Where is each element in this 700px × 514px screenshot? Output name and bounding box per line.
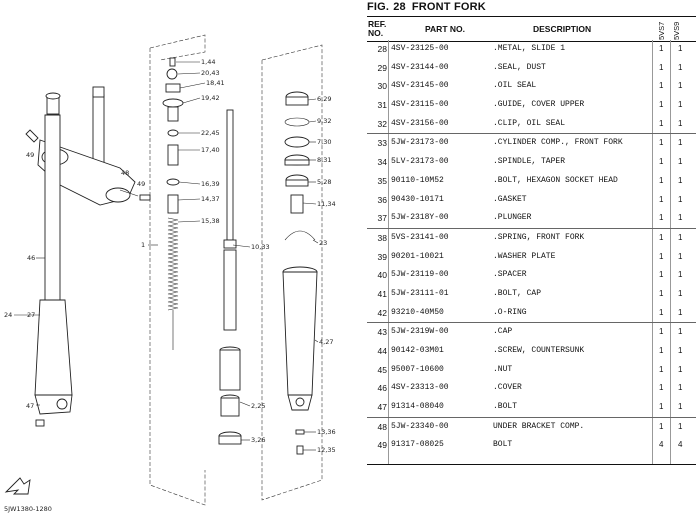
- callout-1-44: 1,44: [201, 58, 216, 66]
- ref-cell: 37: [377, 213, 387, 224]
- callout-49-left: 49: [26, 151, 35, 159]
- callout-9-32: 9,32: [317, 117, 332, 125]
- ref-cell: 34: [377, 157, 387, 168]
- qty-model-2-cell: 1: [678, 327, 683, 337]
- table-header: [367, 16, 696, 42]
- callout-22-45: 22,45: [201, 129, 220, 137]
- ref-cell: 40: [377, 270, 387, 281]
- parts-rows: [367, 40, 696, 455]
- part-no-cell: 5JW-23173-00: [391, 138, 449, 148]
- part-no-cell: 91317-08025: [391, 440, 444, 450]
- description-cell: UNDER BRACKET COMP.: [493, 421, 585, 431]
- callout-1: 1: [141, 241, 146, 249]
- table-row: [367, 191, 696, 210]
- qty-model-1-cell: 1: [659, 118, 664, 128]
- qty-model-1-cell: 4: [659, 440, 664, 450]
- qty-model-1-cell: 1: [659, 402, 664, 412]
- ref-cell: 31: [377, 100, 387, 111]
- qty-model-2-cell: 1: [678, 62, 683, 72]
- table-row: [367, 266, 696, 285]
- qty-model-2-cell: 1: [678, 194, 683, 204]
- callout-17-40: 17,40: [201, 146, 220, 154]
- description-cell: .OIL SEAL: [493, 81, 537, 91]
- description-cell: .CAP: [493, 327, 513, 337]
- header-ref-no: REF. NO.: [368, 19, 387, 38]
- qty-model-2-cell: 1: [678, 383, 683, 393]
- qty-model-1-cell: 1: [659, 62, 664, 72]
- qty-model-1-cell: 1: [659, 81, 664, 91]
- description-cell: .BOLT, CAP: [493, 288, 542, 298]
- callout-24: 24: [4, 311, 13, 319]
- callout-12-35: 12,35: [317, 446, 336, 454]
- callout-49-right: 49: [137, 180, 146, 188]
- part-no-cell: 91314-08040: [391, 402, 444, 412]
- qty-model-2-cell: 1: [678, 100, 683, 110]
- header-part-no: PART NO.: [425, 24, 465, 34]
- part-no-cell: 5JW-23111-01: [391, 288, 449, 298]
- qty-model-2-cell: 4: [678, 440, 683, 450]
- description-cell: .BOLT: [493, 402, 518, 412]
- ref-cell: 46: [377, 383, 387, 394]
- description-cell: .O-RING: [493, 307, 527, 317]
- qty-model-1-cell: 1: [659, 364, 664, 374]
- ref-cell: 43: [377, 327, 387, 338]
- callout-7-30: 7,30: [317, 138, 332, 146]
- parts-list: [362, 0, 700, 514]
- description-cell: .COVER: [493, 383, 522, 393]
- description-cell: .PLUNGER: [493, 213, 532, 223]
- description-cell: .NUT: [493, 364, 513, 374]
- callout-20-43: 20,43: [201, 69, 220, 77]
- part-no-cell: 4SV-23313-00: [391, 383, 449, 393]
- figure-name: FRONT FORK: [411, 1, 486, 13]
- qty-model-2-cell: 1: [678, 402, 683, 412]
- table-row: [367, 342, 696, 361]
- qty-model-2-cell: 1: [678, 288, 683, 298]
- description-cell: .METAL, SLIDE 1: [493, 44, 566, 53]
- qty-model-1-cell: 1: [659, 194, 664, 204]
- qty-model-1-cell: 1: [659, 327, 664, 337]
- ref-cell: 48: [377, 421, 387, 432]
- qty-model-2-cell: 1: [678, 81, 683, 91]
- diagram-code: 5JW1380-1280: [4, 505, 52, 513]
- callout-2-25: 2,25: [251, 402, 266, 410]
- part-no-cell: 90201-10021: [391, 251, 444, 261]
- callout-15-38: 15,38: [201, 217, 220, 225]
- part-no-cell: 5JW-2319W-00: [391, 327, 449, 337]
- part-no-cell: 5JW-2318Y-00: [391, 213, 449, 223]
- callout-46: 46: [27, 254, 36, 262]
- table-row: [367, 133, 696, 153]
- callout-47: 47: [26, 402, 35, 410]
- qty-model-1-cell: 1: [659, 270, 664, 280]
- description-cell: .CYLINDER COMP., FRONT FORK: [493, 138, 623, 148]
- qty-model-1-cell: 1: [659, 100, 664, 110]
- callout-14-37: 14,37: [201, 195, 220, 203]
- qty-model-2-cell: 1: [678, 270, 683, 280]
- table-row: [367, 228, 696, 248]
- part-no-cell: 90142-03M01: [391, 346, 444, 355]
- part-no-cell: 4SV-23144-00: [391, 62, 449, 72]
- table-row: [367, 115, 696, 134]
- table-row: [367, 322, 696, 342]
- qty-model-2-cell: 1: [678, 421, 683, 431]
- table-row: [367, 285, 696, 304]
- figure-number: 28: [393, 1, 406, 13]
- qty-model-1-cell: 1: [659, 346, 664, 355]
- table-row: [367, 304, 696, 323]
- table-row: [367, 153, 696, 172]
- description-cell: .SCREW, COUNTERSUNK: [493, 346, 585, 355]
- table-row: [367, 172, 696, 191]
- qty-model-2-cell: 1: [678, 157, 683, 167]
- qty-model-2-cell: 1: [678, 251, 683, 261]
- qty-model-2-cell: 1: [678, 44, 683, 53]
- ref-cell: 32: [377, 118, 387, 129]
- callout-3-26: 3,26: [251, 436, 266, 444]
- qty-model-1-cell: 1: [659, 44, 664, 53]
- ref-cell: 39: [377, 251, 387, 262]
- description-cell: .CLIP, OIL SEAL: [493, 118, 566, 128]
- ref-cell: 28: [377, 44, 387, 54]
- table-row: [367, 40, 696, 59]
- qty-model-1-cell: 1: [659, 157, 664, 167]
- table-row: [367, 77, 696, 96]
- part-no-cell: 5JW-23340-00: [391, 421, 449, 431]
- qty-model-2-cell: 1: [678, 232, 683, 242]
- callout-6-29: 6,29: [317, 95, 332, 103]
- callout-23: 23: [319, 239, 328, 247]
- table-row: [367, 379, 696, 398]
- figure-title: [367, 1, 486, 13]
- slider-parts-drawing: [283, 92, 317, 454]
- qty-model-1-cell: 1: [659, 288, 664, 298]
- callout-8-31: 8,31: [317, 156, 332, 164]
- description-cell: .WASHER PLATE: [493, 251, 556, 261]
- part-no-cell: 90430-10171: [391, 194, 444, 204]
- front-arrow-icon: [6, 478, 30, 494]
- description-cell: .BOLT, HEXAGON SOCKET HEAD: [493, 175, 618, 185]
- qty-model-1-cell: 1: [659, 213, 664, 223]
- table-bottom-rule: [367, 464, 696, 465]
- figure-prefix: FIG.: [367, 1, 390, 13]
- table-row: [367, 361, 696, 380]
- part-no-cell: 95007-10600: [391, 364, 444, 374]
- table-row: [367, 417, 696, 437]
- qty-model-2-cell: 1: [678, 346, 683, 355]
- damper-parts-drawing: [163, 58, 241, 444]
- description-cell: .GUIDE, COVER UPPER: [493, 100, 585, 110]
- description-cell: .SPRING, FRONT FORK: [493, 232, 585, 242]
- qty-model-1-cell: 1: [659, 383, 664, 393]
- part-no-cell: 4SV-23115-00: [391, 100, 449, 110]
- table-row: [367, 248, 696, 267]
- ref-cell: 35: [377, 175, 387, 186]
- qty-model-2-cell: 1: [678, 307, 683, 317]
- ref-cell: 29: [377, 62, 387, 73]
- callout-5-28: 5,28: [317, 178, 332, 186]
- part-no-cell: 4SV-23145-00: [391, 81, 449, 91]
- part-no-cell: 5VS-23141-00: [391, 232, 449, 242]
- ref-cell: 41: [377, 288, 387, 299]
- header-model-1: 5VS7: [657, 21, 666, 40]
- callout-13-36: 13,36: [317, 428, 336, 436]
- ref-cell: 49: [377, 440, 387, 451]
- header-model-2: 5VS9: [672, 21, 681, 40]
- callout-4-27: 4,27: [319, 338, 334, 346]
- ref-cell: 30: [377, 81, 387, 92]
- part-no-cell: 4SV-23125-00: [391, 44, 449, 53]
- fork-assembly-drawing: [26, 87, 150, 426]
- part-no-cell: 4SV-23156-00: [391, 118, 449, 128]
- part-no-cell: 5LV-23173-00: [391, 157, 449, 167]
- part-no-cell: 90110-10M52: [391, 175, 444, 185]
- callout-10-33: 10,33: [251, 243, 270, 251]
- part-no-cell: 93210-40M50: [391, 307, 444, 317]
- ref-cell: 42: [377, 307, 387, 318]
- ref-cell: 44: [377, 346, 387, 356]
- qty-model-1-cell: 1: [659, 138, 664, 148]
- qty-model-2-cell: 1: [678, 138, 683, 148]
- table-row: [367, 436, 696, 455]
- ref-cell: 45: [377, 364, 387, 375]
- qty-model-1-cell: 1: [659, 421, 664, 431]
- description-cell: .SPINDLE, TAPER: [493, 157, 566, 167]
- qty-model-2-cell: 1: [678, 364, 683, 374]
- qty-model-2-cell: 1: [678, 213, 683, 223]
- callout-18-41: 18,41: [206, 79, 225, 87]
- callout-16-39: 16,39: [201, 180, 220, 188]
- ref-cell: 33: [377, 138, 387, 149]
- description-cell: .SPACER: [493, 270, 527, 280]
- callout-27: 27: [27, 311, 36, 319]
- table-row: [367, 398, 696, 417]
- ref-cell: 36: [377, 194, 387, 205]
- table-row: [367, 59, 696, 78]
- qty-model-1-cell: 1: [659, 232, 664, 242]
- qty-model-1-cell: 1: [659, 251, 664, 261]
- description-cell: .GASKET: [493, 194, 527, 204]
- header-description: DESCRIPTION: [533, 24, 592, 34]
- callout-11-34: 11,34: [317, 200, 336, 208]
- description-cell: .SEAL, DUST: [493, 62, 546, 72]
- qty-model-1-cell: 1: [659, 307, 664, 317]
- qty-model-2-cell: 1: [678, 118, 683, 128]
- callout-48: 48: [121, 169, 130, 177]
- ref-cell: 47: [377, 402, 387, 413]
- callout-19-42: 19,42: [201, 94, 220, 102]
- qty-model-2-cell: 1: [678, 175, 683, 185]
- part-no-cell: 5JW-23119-00: [391, 270, 449, 280]
- table-row: [367, 209, 696, 228]
- ref-cell: 38: [377, 232, 387, 243]
- description-cell: BOLT: [493, 440, 513, 450]
- qty-model-1-cell: 1: [659, 175, 664, 185]
- table-row: [367, 96, 696, 115]
